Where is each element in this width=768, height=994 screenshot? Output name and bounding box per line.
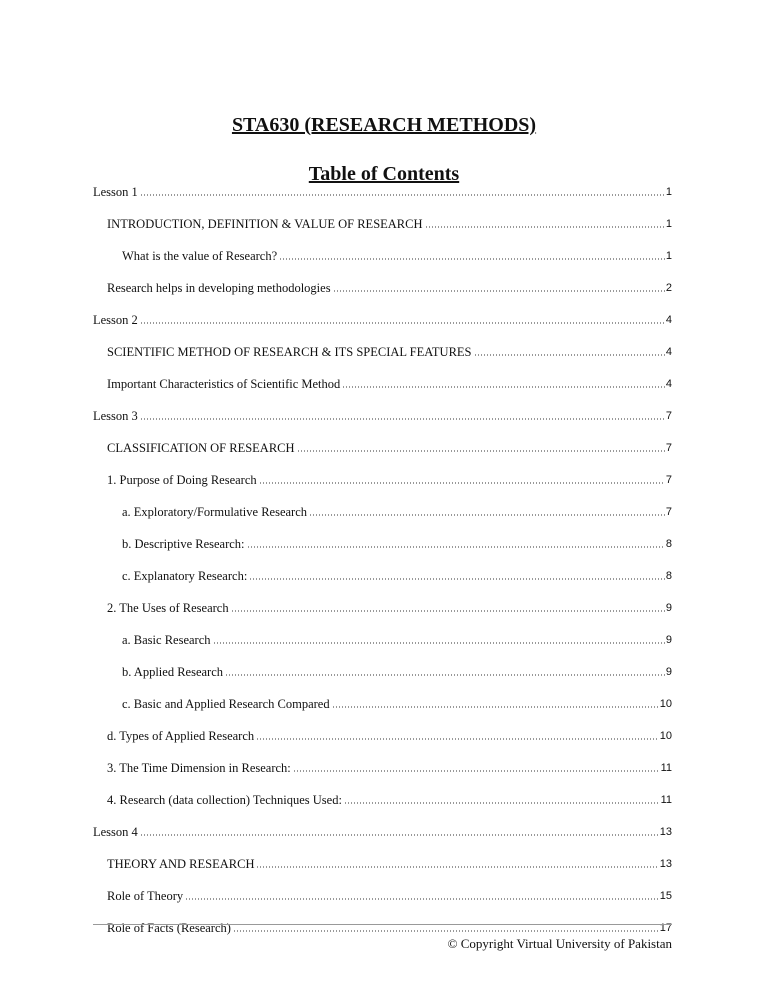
dot-leader xyxy=(225,674,665,676)
toc-entry-text: c. Basic and Applied Research Compared xyxy=(122,697,330,711)
toc-entry-lesson-3[interactable] xyxy=(93,407,672,423)
dot-leader xyxy=(344,802,660,804)
dot-leader xyxy=(256,738,659,740)
toc-entry-text: Lesson 2 xyxy=(93,313,138,327)
toc-entry-text: Research helps in developing methodologies xyxy=(107,281,331,295)
toc-entry-characteristics[interactable] xyxy=(107,375,672,391)
toc-entry-role-facts[interactable] xyxy=(107,919,672,935)
toc-entry-descriptive[interactable] xyxy=(122,535,672,551)
dot-leader xyxy=(474,354,665,356)
toc-entry-page: 1 xyxy=(665,186,672,198)
dot-leader xyxy=(425,226,665,228)
dot-leader xyxy=(185,898,659,900)
toc-entry-page: 8 xyxy=(665,570,672,582)
dot-leader xyxy=(213,642,665,644)
toc-entry-text: INTRODUCTION, DEFINITION & VALUE OF RESEARCH xyxy=(107,217,423,231)
toc-entry-page: 17 xyxy=(659,922,672,934)
toc-entry-role-theory[interactable] xyxy=(107,887,672,903)
toc-entry-time-dimension[interactable] xyxy=(107,759,672,775)
toc-entry-page: 9 xyxy=(665,634,672,646)
toc-entry-methodologies[interactable] xyxy=(107,279,672,295)
toc-entry-text: Role of Theory xyxy=(107,889,184,903)
toc-entry-page: 15 xyxy=(659,890,672,902)
dot-leader xyxy=(140,834,659,836)
toc-entry-text: Lesson 4 xyxy=(93,825,138,839)
toc-entry-compared[interactable] xyxy=(122,695,672,711)
toc-entry-introduction[interactable] xyxy=(107,215,672,231)
toc-entry-page: 4 xyxy=(665,314,672,326)
toc-entry-applied[interactable] xyxy=(122,663,672,679)
toc-entry-page: 10 xyxy=(659,698,672,710)
toc-entry-page: 9 xyxy=(665,602,672,614)
dot-leader xyxy=(293,770,660,772)
toc-entry-page: 4 xyxy=(665,346,672,358)
toc-entry-lesson-2[interactable] xyxy=(93,311,672,327)
toc-entry-techniques[interactable] xyxy=(107,791,672,807)
footer-copyright: © Copyright Virtual University of Pakistan xyxy=(447,936,672,951)
toc-entry-page: 7 xyxy=(665,474,672,486)
toc-entry-lesson-1[interactable] xyxy=(93,183,672,199)
dot-leader xyxy=(249,578,665,580)
toc-entry-text: a. Basic Research xyxy=(122,633,211,647)
toc-entry-text: What is the value of Research? xyxy=(122,249,278,263)
dot-leader xyxy=(332,706,659,708)
toc-entry-classification[interactable] xyxy=(107,439,672,455)
dot-leader xyxy=(297,450,665,452)
toc-entry-page: 8 xyxy=(665,538,672,550)
dot-leader xyxy=(231,610,665,612)
dot-leader xyxy=(140,194,665,196)
toc-entry-page: 13 xyxy=(659,858,672,870)
dot-leader xyxy=(342,386,665,388)
dot-leader xyxy=(333,290,665,292)
toc-entry-text: 2. The Uses of Research xyxy=(107,601,229,615)
toc-entry-text: 3. The Time Dimension in Research: xyxy=(107,761,291,775)
toc-entry-text: THEORY AND RESEARCH xyxy=(107,857,255,871)
dot-leader xyxy=(247,546,665,548)
dot-leader xyxy=(309,514,665,516)
toc-entry-basic[interactable] xyxy=(122,631,672,647)
toc-entry-page: 11 xyxy=(660,794,672,806)
toc-entry-page: 1 xyxy=(665,250,672,262)
toc-entry-text: 4. Research (data collection) Techniques Used: xyxy=(107,793,342,807)
toc-entry-page: 2 xyxy=(665,282,672,294)
toc-entry-scientific-method[interactable] xyxy=(107,343,672,359)
toc-entry-text: CLASSIFICATION OF RESEARCH xyxy=(107,441,295,455)
toc-entry-text: b. Applied Research xyxy=(122,665,224,679)
dot-leader xyxy=(140,418,665,420)
dot-leader xyxy=(259,482,665,484)
toc-entry-page: 7 xyxy=(665,442,672,454)
toc-entry-text: Lesson 3 xyxy=(93,409,138,423)
toc-entry-page: 9 xyxy=(665,666,672,678)
dot-leader xyxy=(279,258,665,260)
toc-entry-page: 7 xyxy=(665,506,672,518)
toc-heading: Table of Contents xyxy=(308,163,460,185)
toc-entry-page: 7 xyxy=(665,410,672,422)
toc-entry-page: 10 xyxy=(659,730,672,742)
toc-entry-text: Lesson 1 xyxy=(93,185,138,199)
dot-leader xyxy=(140,322,665,324)
toc-entry-text: d. Types of Applied Research xyxy=(107,729,255,743)
toc-entry-text: Important Characteristics of Scientific Method xyxy=(107,377,341,391)
footer-divider xyxy=(93,924,672,925)
document-title: STA630 (RESEARCH METHODS) xyxy=(231,114,537,136)
toc-entry-text: c. Explanatory Research: xyxy=(122,569,248,583)
toc-entry-text: SCIENTIFIC METHOD OF RESEARCH & ITS SPECIAL FEATURES xyxy=(107,345,472,359)
toc-entry-text: 1. Purpose of Doing Research xyxy=(107,473,257,487)
toc-entry-text: a. Exploratory/Formulative Research xyxy=(122,505,308,519)
dot-leader xyxy=(233,930,659,932)
toc-entry-types-applied[interactable] xyxy=(107,727,672,743)
toc-entry-theory-research[interactable] xyxy=(107,855,672,871)
toc-entry-explanatory[interactable] xyxy=(122,567,672,583)
toc-entry-exploratory[interactable] xyxy=(122,503,672,519)
toc-entry-text: b. Descriptive Research: xyxy=(122,537,245,551)
toc-entry-page: 4 xyxy=(665,378,672,390)
dot-leader xyxy=(256,866,658,868)
toc-entry-purpose[interactable] xyxy=(107,471,672,487)
toc-entry-uses[interactable] xyxy=(107,599,672,615)
toc-entry-page: 1 xyxy=(665,218,672,230)
toc-entry-page: 13 xyxy=(659,826,672,838)
toc-entry-value-of-research[interactable] xyxy=(122,247,672,263)
toc-entry-text: Role of Facts (Research) xyxy=(107,921,231,935)
toc-entry-page: 11 xyxy=(660,762,672,774)
toc-entry-lesson-4[interactable] xyxy=(93,823,672,839)
